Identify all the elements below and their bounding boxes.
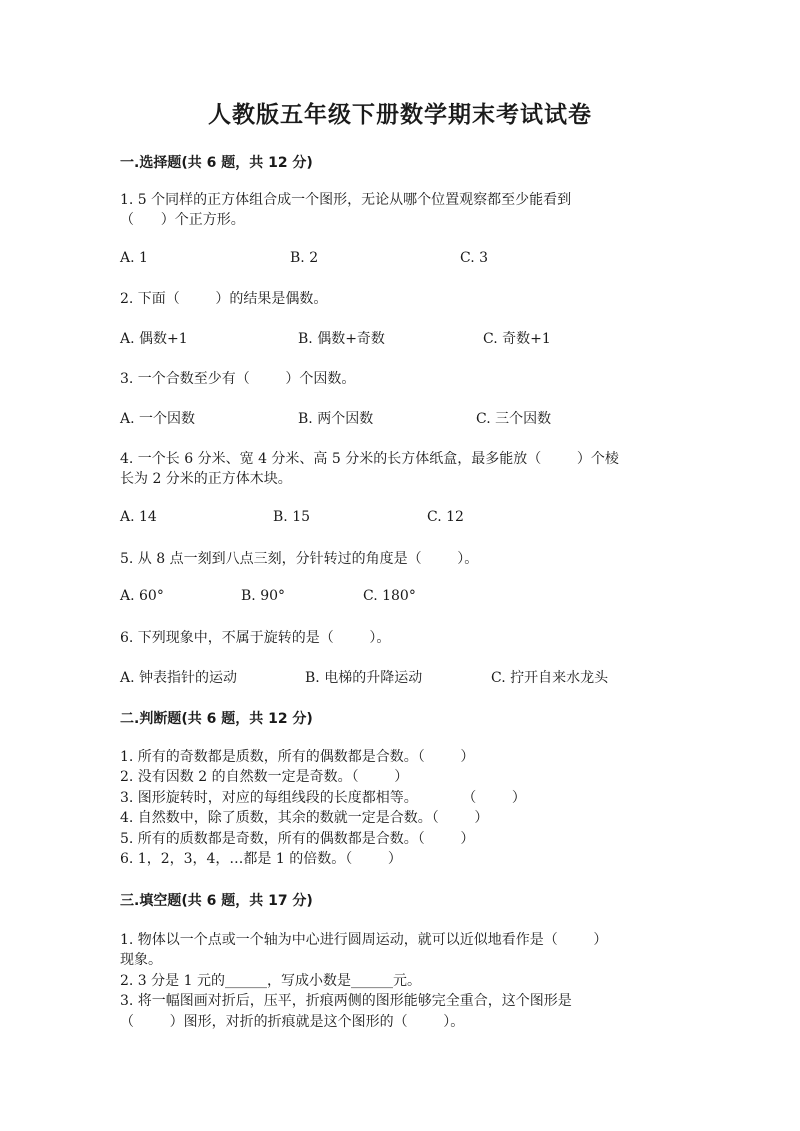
section-heading-fill-blank: 三.填空题(共 6 题，共 17 分) (120, 893, 313, 909)
option-c: C. 12 (427, 509, 464, 525)
question-line: 3. 一个合数至少有（ ）个因数。 (120, 371, 356, 387)
statement-line: 5. 所有的质数都是奇数，所有的偶数都是合数。（ ） (120, 831, 475, 847)
option-c: C. 3 (460, 250, 489, 266)
option-a: A. 14 (120, 509, 157, 525)
option-a: A. 钟表指针的运动 (120, 670, 238, 686)
statement-line: 1. 所有的奇数都是质数，所有的偶数都是合数。（ ） (120, 749, 475, 765)
blank-question-line: 2. 3 分是 1 元的______，写成小数是______元。 (120, 973, 421, 989)
blank-question-line: （ ）图形，对折的折痕就是这个图形的（ ）。 (120, 1014, 465, 1030)
option-a: A. 偶数+1 (120, 331, 188, 347)
statement-line: 3. 图形旋转时，对应的每组线段的长度都相等。 （ ） (120, 790, 526, 806)
option-b: B. 电梯的升降运动 (305, 670, 423, 686)
option-c: C. 拧开自来水龙头 (491, 670, 609, 686)
blank-question-line: 1. 物体以一个点或一个轴为中心进行圆周运动，就可以近似地看作是（ ） (120, 932, 608, 948)
option-a: A. 1 (120, 250, 148, 266)
blank-question-line: 3. 将一幅图画对折后，压平，折痕两侧的图形能够完全重合，这个图形是 (120, 993, 572, 1009)
option-c: C. 奇数+1 (483, 331, 551, 347)
statement-line: 2. 没有因数 2 的自然数一定是奇数。（ ） (120, 769, 409, 785)
option-b: B. 90° (241, 588, 286, 604)
option-b: B. 偶数+奇数 (298, 331, 385, 347)
question-line: 5. 从 8 点一刻到八点三刻，分针转过的角度是（ ）。 (120, 551, 479, 567)
section-heading-judgement: 二.判断题(共 6 题，共 12 分) (120, 711, 313, 727)
option-b: B. 2 (290, 250, 319, 266)
option-b: B. 15 (273, 509, 311, 525)
option-c: C. 180° (363, 588, 416, 604)
page-title: 人教版五年级下册数学期末考试试卷 (208, 102, 592, 128)
option-a: A. 60° (120, 588, 164, 604)
question-line: 6. 下列现象中，不属于旋转的是（ ）。 (120, 630, 391, 646)
statement-line: 4. 自然数中，除了质数，其余的数就一定是合数。（ ） (120, 810, 489, 826)
option-c: C. 三个因数 (476, 411, 552, 427)
question-line: 1. 5 个同样的正方体组合成一个图形，无论从哪个位置观察都至少能看到 (120, 192, 572, 208)
option-a: A. 一个因数 (120, 411, 196, 427)
question-line: 长为 2 分米的正方体木块。 (120, 471, 292, 487)
section-heading-choice: 一.选择题(共 6 题，共 12 分) (120, 155, 313, 171)
statement-line: 6. 1，2，3，4，…都是 1 的倍数。（ ） (120, 851, 402, 867)
option-b: B. 两个因数 (298, 411, 374, 427)
question-line: （ ）个正方形。 (120, 212, 245, 228)
blank-question-line: 现象。 (120, 952, 162, 968)
question-line: 2. 下面（ ）的结果是偶数。 (120, 291, 328, 307)
question-line: 4. 一个长 6 分米、宽 4 分米、高 5 分米的长方体纸盒，最多能放（ ）个棱 (120, 451, 619, 467)
